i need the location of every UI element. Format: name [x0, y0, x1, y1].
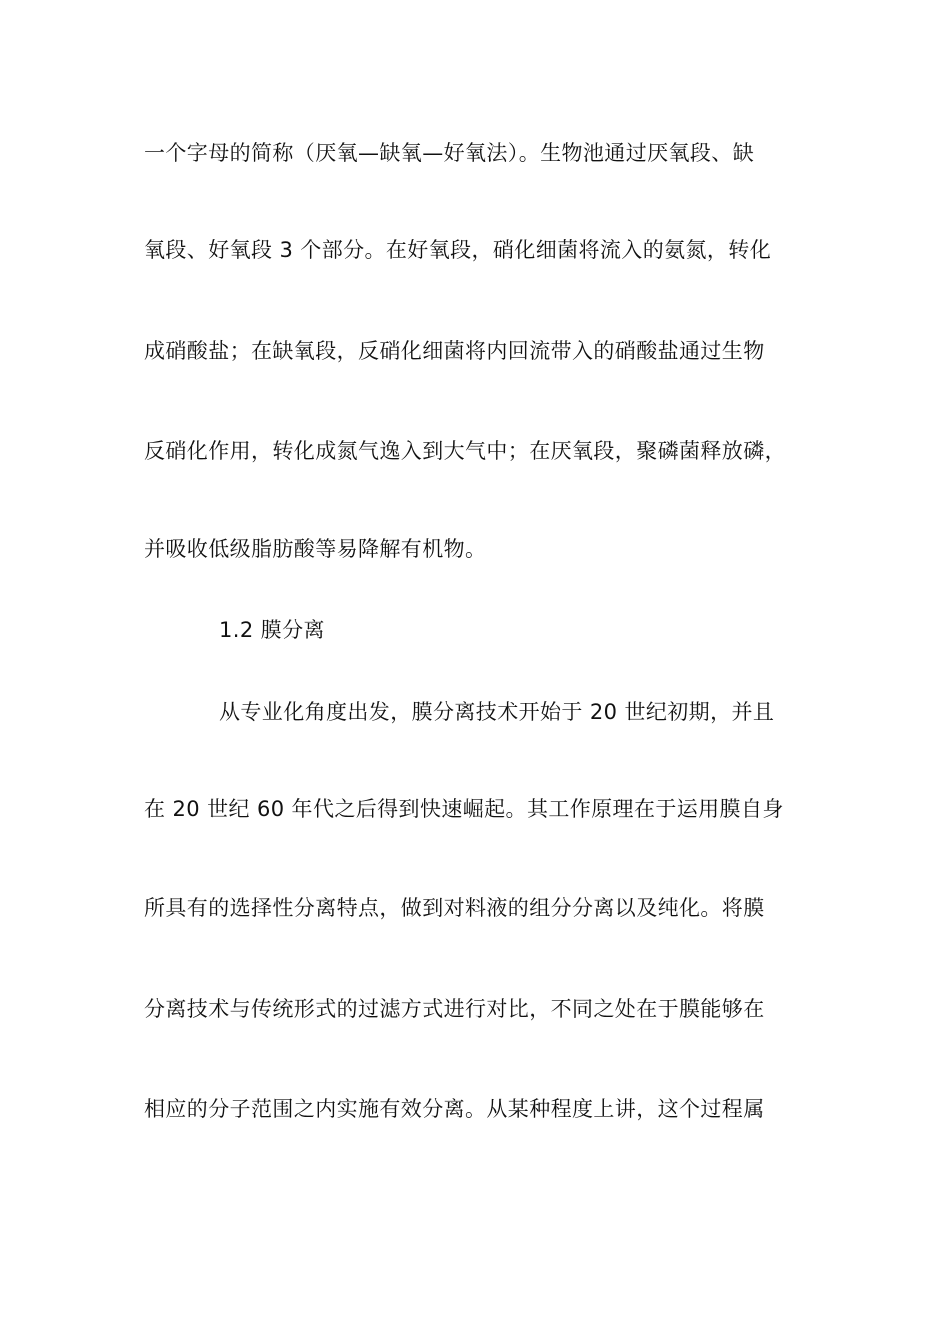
paragraph-line: 在 20 世纪 60 年代之后得到快速崛起。其工作原理在于运用膜自身 [144, 797, 784, 821]
paragraph-line: 相应的分子范围之内实施有效分离。从某种程度上讲，这个过程属 [144, 1097, 765, 1121]
section-heading: 1.2 膜分离 [219, 618, 325, 642]
paragraph-line: 成硝酸盐；在缺氧段，反硝化细菌将内回流带入的硝酸盐通过生物 [144, 339, 765, 363]
paragraph-line: 所具有的选择性分离特点，做到对料液的组分分离以及纯化。将膜 [144, 896, 765, 920]
paragraph-line: 反硝化作用，转化成氮气逸入到大气中；在厌氧段，聚磷菌释放磷， [144, 439, 786, 463]
paragraph-line: 分离技术与传统形式的过滤方式进行对比，不同之处在于膜能够在 [144, 997, 765, 1021]
paragraph-line: 从专业化角度出发，膜分离技术开始于 20 世纪初期，并且 [219, 700, 775, 724]
paragraph-line: 并吸收低级脂肪酸等易降解有机物。 [144, 537, 487, 561]
paragraph-line: 一个字母的简称（厌氧—缺氧—好氧法）。生物池通过厌氧段、缺 [144, 141, 755, 165]
paragraph-line: 氧段、好氧段 3 个部分。在好氧段，硝化细菌将流入的氨氮，转化 [144, 238, 772, 262]
